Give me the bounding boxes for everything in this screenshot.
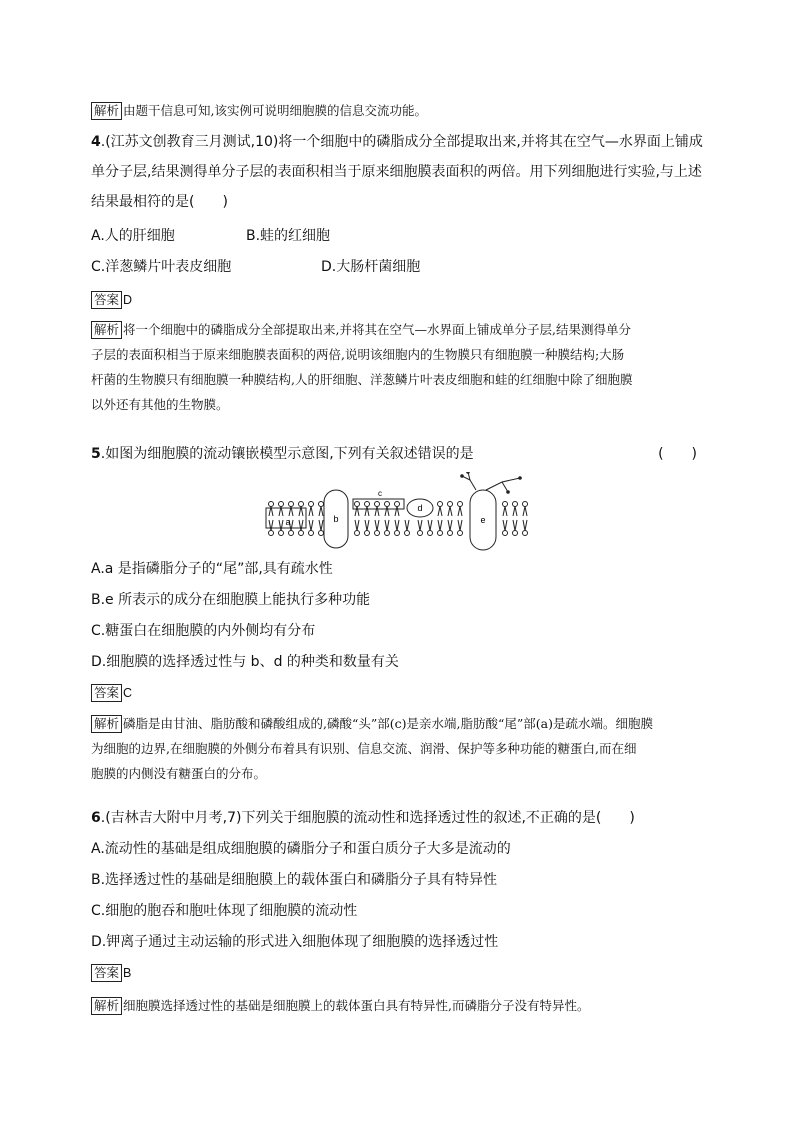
answer-tag: 答案 bbox=[91, 291, 122, 309]
q4-number: 4 bbox=[91, 134, 101, 150]
q6-option-b[interactable]: B.选择透过性的基础是细胞膜上的载体蛋白和磷脂分子具有特异性 bbox=[91, 872, 498, 888]
q4-analysis-line4: 以外还有其他的生物膜。 bbox=[91, 397, 229, 412]
q5-analysis-line1: 磷脂是由甘油、脂肪酸和磷酸组成的,磷酸“头”部(c)是亲水端,脂肪酸“尾”部(a)是疏水端。细胞膜 bbox=[123, 716, 653, 731]
q5-analysis-line2: 为细胞的边界,在细胞膜的外侧分布着具有识别、信息交流、润滑、保护等多种功能的糖蛋白,而在细 bbox=[91, 741, 637, 756]
q4-option-d[interactable]: D.大肠杆菌细胞 bbox=[321, 259, 421, 275]
q4-analysis-line2: 子层的表面积相当于原来细胞膜表面积的两倍,说明该细胞内的生物膜只有细胞膜一种膜结构;大肠 bbox=[91, 347, 625, 362]
q4-analysis-line1: 将一个细胞中的磷脂成分全部提取出来,并将其在空气—水界面上铺成单分子层,结果测得单分 bbox=[123, 322, 631, 337]
q5-answer-paren: ( ) bbox=[658, 446, 697, 462]
q6-analysis-text: 细胞膜选择透过性的基础是细胞膜上的载体蛋白具有特异性,而磷脂分子没有特异性。 bbox=[123, 998, 590, 1013]
figure-label-b: b bbox=[333, 514, 339, 524]
q6-stem-text: .(吉林吉大附中月考,7)下列关于细胞膜的流动性和选择透过性的叙述,不正确的是( ) bbox=[100, 810, 635, 826]
glycochains bbox=[462, 472, 520, 492]
q4-option-a[interactable]: A.人的肝细胞 bbox=[91, 228, 175, 244]
q4-stem bbox=[91, 127, 701, 217]
phospholipid-group-middle bbox=[353, 499, 410, 536]
q3-analysis-text: 由题干信息可知,该实例可说明细胞膜的信息交流功能。 bbox=[123, 103, 427, 118]
q3-analysis bbox=[91, 98, 701, 123]
q5-stem-text: .如图为细胞膜的流动镶嵌模型示意图,下列有关叙述错误的是 bbox=[100, 446, 474, 462]
figure-label-d: d bbox=[417, 503, 423, 513]
q5-number: 5 bbox=[91, 446, 101, 462]
phospholipid-group-right2 bbox=[503, 502, 528, 536]
analysis-tag: 解析 bbox=[91, 321, 122, 339]
q4-stem-line1: .(江苏文创教育三月测试,10)将一个细胞中的磷脂成分全部提取出来,并将其在空气—水界面上铺成 bbox=[100, 134, 703, 150]
q4-analysis-line3: 杆菌的生物膜只有细胞膜一种膜结构,人的肝细胞、洋葱鳞片叶表皮细胞和蛙的红细胞中除了细胞膜 bbox=[91, 372, 633, 387]
figure-label-e: e bbox=[480, 515, 486, 525]
q4-options-row1 bbox=[91, 221, 701, 251]
membrane-figure bbox=[262, 472, 534, 552]
q6-answer-value: B bbox=[123, 966, 132, 980]
q6-number: 6 bbox=[91, 810, 101, 826]
answer-tag: 答案 bbox=[91, 684, 122, 702]
q4-answer-value: D bbox=[123, 293, 133, 307]
q4-answer bbox=[91, 287, 701, 313]
analysis-tag: 解析 bbox=[91, 715, 122, 733]
q6-option-c[interactable]: C.细胞的胞吞和胞吐体现了细胞膜的流动性 bbox=[91, 903, 358, 919]
analysis-tag: 解析 bbox=[91, 997, 122, 1015]
q5-option-c[interactable]: C.糖蛋白在细胞膜的内外侧均有分布 bbox=[91, 623, 316, 639]
q4-options-row2 bbox=[91, 252, 701, 282]
q4-stem-line2: 单分子层,结果测得单分子层的表面积相当于原来细胞膜表面积的两倍。用下列细胞进行实验,与上述 bbox=[91, 164, 702, 180]
analysis-tag: 解析 bbox=[91, 102, 122, 120]
q5-stem bbox=[91, 439, 701, 469]
q5-answer bbox=[91, 680, 701, 706]
q4-analysis bbox=[91, 317, 701, 417]
q6-analysis bbox=[91, 993, 701, 1018]
q5-option-b[interactable]: B.e 所表示的成分在细胞膜上能执行多种功能 bbox=[91, 592, 371, 608]
answer-tag: 答案 bbox=[91, 964, 122, 982]
phospholipid-group-left bbox=[266, 502, 324, 536]
q4-stem-line3: 结果最相符的是( ) bbox=[91, 194, 228, 210]
q5-analysis-line3: 胞膜的内侧没有糖蛋白的分布。 bbox=[91, 766, 267, 781]
figure-label-c: c bbox=[378, 489, 382, 498]
q6-option-d[interactable]: D.钾离子通过主动运输的形式进入细胞体现了细胞膜的选择透过性 bbox=[91, 934, 499, 950]
q4-option-c[interactable]: C.洋葱鳞片叶表皮细胞 bbox=[91, 259, 232, 275]
phospholipid-group-right1 bbox=[418, 502, 463, 536]
q6-option-a[interactable]: A.流动性的基础是组成细胞膜的磷脂分子和蛋白质分子大多是流动的 bbox=[91, 841, 511, 857]
q6-stem bbox=[91, 803, 701, 833]
figure-label-a: a bbox=[285, 517, 291, 527]
q5-analysis bbox=[91, 711, 701, 786]
q5-answer-value: C bbox=[123, 686, 133, 700]
q5-options bbox=[91, 554, 701, 677]
q6-options bbox=[91, 834, 701, 957]
q6-answer bbox=[91, 960, 701, 986]
q5-option-a[interactable]: A.a 是指磷脂分子的“尾”部,具有疏水性 bbox=[91, 561, 333, 577]
q5-option-d[interactable]: D.细胞膜的选择透过性与 b、d 的种类和数量有关 bbox=[91, 654, 399, 670]
q4-option-b[interactable]: B.蛙的红细胞 bbox=[246, 228, 331, 244]
